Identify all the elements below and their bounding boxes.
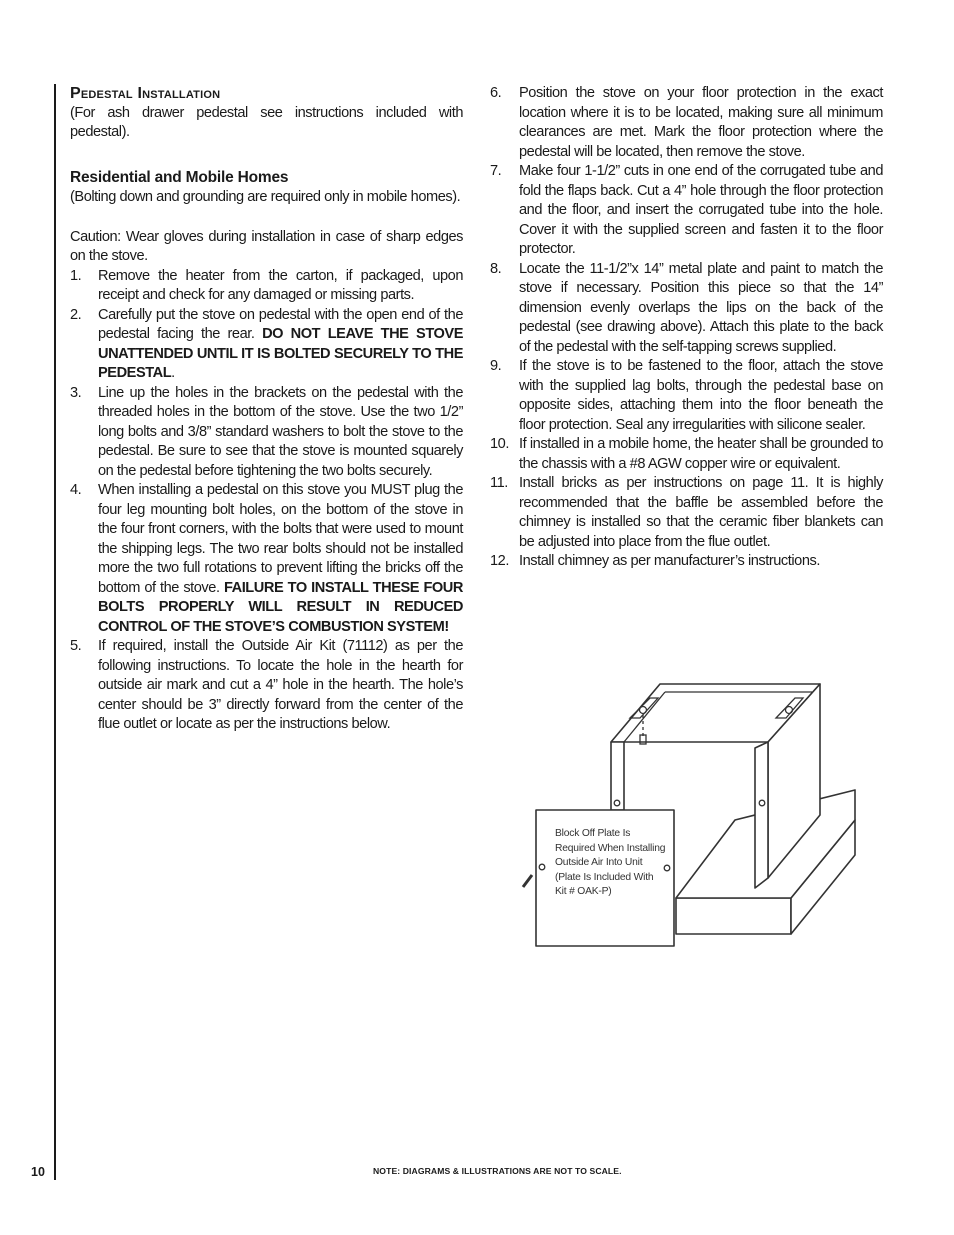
left-column bbox=[70, 84, 463, 735]
step-text-end: . bbox=[171, 365, 175, 381]
step-text: Line up the holes in the brackets on the pedestal with the threaded holes in the bottom of the stove. Use the two 1/2” long bolts and 3/8” standard washers to bolt the stove to the pedestal. Be sure to see that the stove is mounted squarely on the pedestal before tightening the two bolts securely. bbox=[98, 384, 463, 479]
left-margin-rule bbox=[54, 84, 56, 1180]
step-number: 7. bbox=[490, 163, 502, 179]
right-column bbox=[490, 84, 883, 572]
pedestal-right-lip bbox=[755, 742, 768, 888]
step-text: Carefully put the stove on pedestal with the open end of the pedestal facing the rear. bbox=[98, 306, 463, 342]
section-title: Pedestal Installation bbox=[70, 85, 221, 102]
section-intro: (For ash drawer pedestal see instructions included with pedestal). bbox=[70, 104, 463, 140]
step-number: 12. bbox=[490, 553, 509, 569]
step-text: When installing a pedestal on this stove you MUST plug the four leg mounting bolt holes, on the bottom of the stove in the four front corners, with the bolts that were used to mount the shipping legs. The two rear bolts should not be installed more the two full rotations to prevent lifting the bricks off the bottom of the stove. bbox=[98, 482, 463, 596]
step-text: Remove the heater from the carton, if packaged, upon receipt and check for any damaged or missing parts. bbox=[98, 267, 463, 303]
self-tapping-screw bbox=[523, 875, 532, 887]
step-text: Install bricks as per instructions on page 11. It is highly recommended that the baffle be assembled before the chimney is installed so that the ceramic fiber blankets can be adjusted into place from the flue outlet. bbox=[519, 475, 883, 550]
list-item bbox=[490, 435, 883, 474]
steps-list-right bbox=[490, 84, 883, 572]
step-number: 10. bbox=[490, 436, 509, 452]
step-number: 11. bbox=[490, 475, 508, 491]
steps-list-left bbox=[70, 267, 463, 735]
step-text: If installed in a mobile home, the heater shall be grounded to the chassis with a #8 AGW copper wire or equivalent. bbox=[519, 436, 883, 472]
step-body bbox=[98, 306, 463, 384]
step-number: 8. bbox=[490, 260, 502, 277]
step-text: Position the stove on your floor protection in the exact location where it is to be located, making sure all minimum clearances are met. Mark the floor protection where the pedestal will be located, then remove the stove. bbox=[519, 85, 883, 160]
step-number: 4. bbox=[70, 482, 82, 498]
step-text: Locate the 11-1/2”x 14” metal plate and paint to match the stove if necessary. Position this piece so that the 14” dimension evenly overlaps the lips on the back of the pedestal (see drawing above). Attach this plate to the back of the pedestal with the self-tapping screws supplied. bbox=[519, 260, 883, 355]
list-item bbox=[70, 481, 463, 637]
list-item bbox=[490, 84, 883, 162]
step-text: Make four 1-1/2” cuts in one end of the corrugated tube and fold the flaps back. Cut a 4” hole through the floor protection and the floor, and insert the corrugated tube into the hole. Cover it with the supplied screen and fasten it to the floor protector. bbox=[519, 163, 883, 257]
step-number: 9. bbox=[490, 358, 502, 374]
step-text: If the stove is to be fastened to the floor, attach the stove with the supplied lag bolts, through the pedestal base on opposite sides, attaching them into the floor beneath the floor protection. Seal any irregularities with silicone sealer. bbox=[519, 358, 883, 433]
subsection-intro: (Bolting down and grounding are required only in mobile homes). bbox=[70, 189, 461, 205]
hearth-slab bbox=[676, 898, 791, 934]
step-number: 5. bbox=[70, 638, 82, 654]
caution-text: Caution: Wear gloves during installation in case of sharp edges on the stove. bbox=[70, 228, 463, 264]
list-item bbox=[70, 306, 463, 384]
list-item bbox=[490, 474, 883, 552]
step-warning: DO NOT LEAVE THE STOVE UNATTENDED UNTIL IT IS BOLTED SECURELY TO THE PEDESTAL bbox=[98, 326, 463, 381]
step-warning: FAILURE TO INSTALL THESE FOUR BOLTS PROPERLY WILL RESULT IN REDUCED CONTROL OF THE STOVE’S COMBUSTION SYSTEM! bbox=[98, 579, 463, 635]
step-body bbox=[98, 481, 463, 637]
step-text: If required, install the Outside Air Kit (71112) as per the following instructions. To locate the hole in the hearth for outside air mark and cut a 4” hole in the hearth. The hole’s center should be 3” directly forward from the center of the flue outlet or locate as per the instructions below. bbox=[98, 638, 463, 732]
list-item bbox=[490, 357, 883, 435]
list-item bbox=[70, 267, 463, 306]
page-number: 10 bbox=[31, 1165, 45, 1179]
list-item bbox=[490, 552, 883, 572]
list-item bbox=[70, 384, 463, 482]
pedestal-diagram bbox=[515, 676, 860, 952]
list-item bbox=[70, 637, 463, 735]
step-text: Install chimney as per manufacturer’s instructions. bbox=[519, 553, 820, 569]
step-number: 6. bbox=[490, 85, 502, 101]
footer-note: NOTE: DIAGRAMS & ILLUSTRATIONS ARE NOT TO SCALE. bbox=[373, 1166, 622, 1176]
list-item bbox=[490, 260, 883, 358]
list-item bbox=[490, 162, 883, 260]
diagram-callout: Block Off Plate Is Required When Installing Outside Air Into Unit (Plate Is Included With Kit # OAK-P) bbox=[555, 828, 666, 897]
subsection-title: Residential and Mobile Homes bbox=[70, 168, 289, 186]
step-number: 2. bbox=[70, 306, 82, 323]
step-number: 1. bbox=[70, 267, 82, 284]
step-number: 3. bbox=[70, 384, 82, 401]
